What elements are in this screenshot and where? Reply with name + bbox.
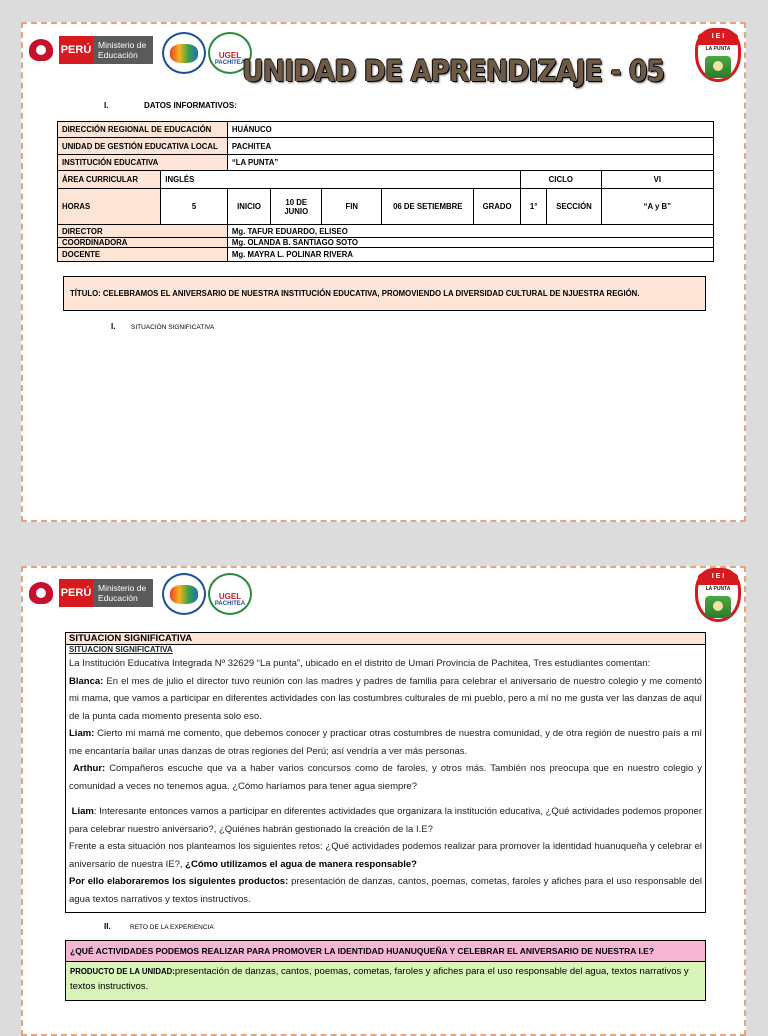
blanca-paragraph	[69, 673, 702, 726]
datos-informativos-table	[57, 121, 714, 262]
seccion-label: SECCIÓN	[547, 189, 601, 225]
speaker-name: Arthur:	[73, 763, 106, 774]
ciclo-label: CICLO	[520, 171, 601, 189]
liam-paragraph	[69, 725, 702, 760]
arthur-paragraph	[69, 760, 702, 795]
dre-value: HUÁNUCO	[227, 122, 713, 138]
shield-sub: LA PUNTA	[705, 46, 731, 52]
ugel-logo-icon	[208, 573, 252, 615]
docente-value: Mg. MAYRA L. POLINAR RIVERA	[227, 248, 713, 262]
dre-label: DIRECCIÓN REGIONAL DE EDUCACIÓN	[58, 122, 228, 138]
section-number: I.	[111, 322, 116, 331]
page-1	[21, 22, 746, 522]
situacion-significativa-box	[65, 632, 706, 913]
section-reto-heading	[104, 922, 214, 931]
speaker-text: Cierto mi mamá me comento, que debemos conocer y practicar otras costumbres de nuestra comunidad, y de otra región de nuestro país a mí me encantaría bailar unas danzas de otras regiones del Perú; así vendría a ver más personas.	[69, 728, 702, 757]
ciclo-value: VI	[601, 171, 713, 189]
productos-paragraph	[69, 873, 702, 908]
ugel-logo-sub: PACHITEA	[214, 60, 246, 66]
grado-label: GRADO	[474, 189, 521, 225]
shield-sub: LA PUNTA	[705, 586, 731, 592]
speaker-text: Compañeros escuche que va a haber varios concursos como de faroles, y otros más. También nos preocupa que en nuestro colegio y comunidad a veces no tenemos agua. ¿Cómo haríamos para tener agua siempre?	[69, 763, 702, 792]
producto-label: PRODUCTO DE LA UNIDAD:	[70, 967, 175, 976]
grado-value: 1°	[520, 189, 546, 225]
speaker-text: : Interesante entonces vamos a participar en diferentes actividades que organizara la institución educativa, ¿Qué actividades podemos proponer para celebrar nuestro aniversario?, ¿Quiénes habrán gestionado la creación de la I.E?	[69, 806, 702, 835]
horas-value: 5	[161, 189, 228, 225]
peru-shield-icon	[29, 582, 53, 604]
section-situacion-heading	[111, 322, 214, 331]
speaker-text: En el mes de julio el director tuvo reunión con las madres y padres de familia para celebrar el aniversario de nuestro colegio y me comentó mi mama, que vamos a participar en diferentes actividades con las costumbres culturales de mi pueblo, pero a mí no me gusta ver las danzas de aquí de la punta cada momento presenta solo eso.	[69, 675, 702, 722]
page-title: UNIDAD DE APRENDIZAJE - 05	[242, 54, 665, 88]
seccion-value: “A y B”	[601, 189, 713, 225]
situacion-body	[66, 645, 705, 912]
ugel-label: UNIDAD DE GESTIÓN EDUCATIVA LOCAL	[58, 138, 228, 155]
inicio-label: INICIO	[227, 189, 270, 225]
inicio-value: 10 DE JUNIO	[271, 189, 322, 225]
minedu-logo	[29, 579, 153, 607]
ugel-logo-label: UGEL	[218, 592, 242, 601]
producto-unidad-box	[65, 962, 706, 1001]
minedu-logo	[29, 36, 153, 64]
coordinadora-label: COORDINADORA	[58, 238, 228, 248]
area-label: ÁREA CURRICULAR	[58, 171, 161, 189]
productos-bold: Por ello elaboraremos los siguientes productos:	[69, 876, 289, 887]
speaker-name: Liam	[71, 806, 94, 817]
producto-text: presentación de danzas, cantos, poemas, cometas, faroles y afiches para el uso responsable del agua, textos narrativos y textos instructivos.	[70, 966, 689, 992]
ugel-value: PACHITEA	[227, 138, 713, 155]
reto-question-box: ¿QUÉ ACTIVIDADES PODEMOS REALIZAR PARA PROMOVER LA IDENTIDAD HUANUQUEÑA Y CELEBRAR EL ANIVERSARIO DE NUESTRA I.E?	[65, 940, 706, 962]
situacion-subheading: SITUACION SIGNIFICATIVA	[69, 645, 173, 654]
unit-title-box: TÍTULO: CELEBRAMOS EL ANIVERSARIO DE NUESTRA INSTITUCIÓN EDUCATIVA, PROMOVIENDO LA DIVERSIDAD CULTURAL DE NJUESTRA REGIÓN.	[63, 276, 706, 311]
regional-logo-icon	[162, 32, 206, 74]
director-label: DIRECTOR	[58, 225, 228, 238]
section-label: SITUACIÓN SIGNIFICATIVA	[131, 324, 215, 331]
shield-label: I E I	[698, 31, 738, 45]
peru-shield-icon	[29, 39, 53, 61]
regional-logo-icon	[162, 573, 206, 615]
speaker-name: Blanca:	[69, 675, 104, 687]
peru-label: PERÚ	[59, 579, 93, 607]
liam-second-paragraph	[69, 803, 702, 838]
intro-paragraph: La Institución Educativa Integrada Nº 32629 “La punta”, ubicado en el distrito de Umari Provincia de Pachitea, Tres estudiantes comentan:	[69, 658, 651, 669]
situacion-heading: SITUACION SIGNIFICATIVA	[66, 633, 705, 645]
page-2	[21, 566, 746, 1036]
fin-value: 06 DE SETIEMBRE	[382, 189, 474, 225]
peru-label: PERÚ	[59, 36, 93, 64]
ugel-logo-sub: PACHITEA	[214, 601, 246, 607]
retos-paragraph	[69, 838, 702, 873]
retos-bold: ¿Cómo utilizamos el agua de manera responsable?	[182, 858, 417, 870]
horas-label: HORAS	[58, 189, 161, 225]
ie-label: INSTITUCIÓN EDUCATIVA	[58, 155, 228, 171]
fin-label: FIN	[322, 189, 382, 225]
docente-label: DOCENTE	[58, 248, 228, 262]
ugel-logo-label: UGEL	[218, 51, 242, 60]
area-value: INGLÉS	[161, 171, 521, 189]
retos-text: Frente a esta situación nos planteamos los siguientes retos: ¿Qué actividades podemos realizar para promover la identidad huanuqueña y celebrar el aniversario de nuestra IE?,	[69, 841, 702, 870]
ministerio-label: Ministerio de Educación	[93, 579, 153, 607]
productos-text: presentación de danzas, cantos, poemas, cometas, faroles y afiches para el uso responsable del agua textos narrativos y textos instructivos.	[69, 876, 702, 905]
section-number: I.	[104, 101, 109, 110]
section-label: RETO DE LA EXPERIENCIA	[130, 924, 214, 931]
speaker-name: Liam:	[69, 728, 95, 739]
ie-value: “LA PUNTA”	[227, 155, 713, 171]
director-value: Mg. TAFUR EDUARDO, ELISEO	[227, 225, 713, 238]
section-label: DATOS INFORMATIVOS:	[144, 101, 237, 110]
school-shield-icon	[695, 568, 741, 622]
section-datos-heading	[104, 101, 237, 110]
school-shield-icon	[695, 28, 741, 82]
section-number: II.	[104, 922, 111, 931]
ministerio-label: Ministerio de Educación	[93, 36, 153, 64]
coordinadora-value: Mg. OLANDA B. SANTIAGO SOTO	[227, 238, 713, 248]
shield-label: I E I	[698, 571, 738, 585]
